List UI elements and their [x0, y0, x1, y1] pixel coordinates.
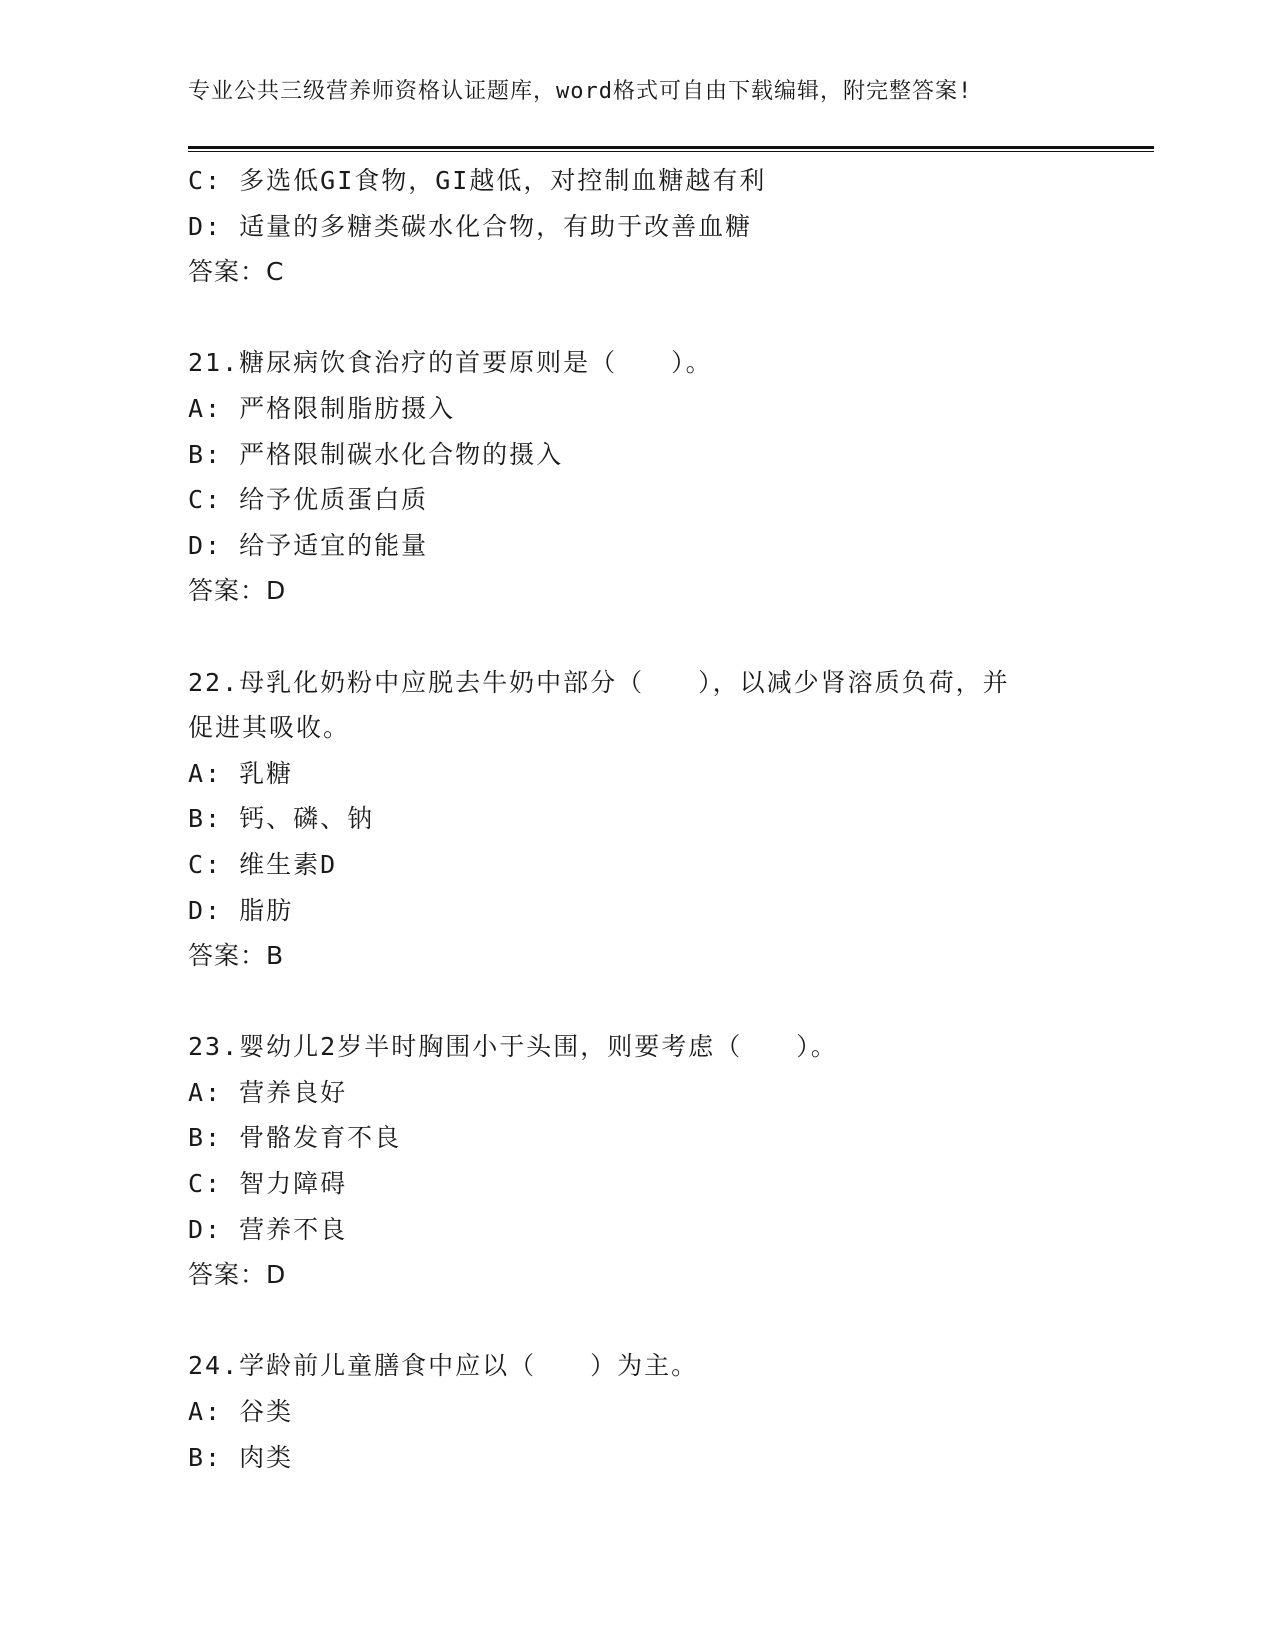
answer-line: 答案：D [188, 1260, 287, 1290]
option-line: C: 多选低GI食物，GI越低，对控制血糖越有利 [188, 166, 767, 195]
question-stem-continued: 促进其吸收。 [188, 713, 351, 743]
answer-line: 答案：C [188, 257, 285, 287]
answer-line: 答案：B [188, 941, 285, 971]
option-line: B: 钙、磷、钠 [188, 804, 375, 834]
page-header: 专业公共三级营养师资格认证题库，word格式可自由下载编辑，附完整答案! [188, 79, 973, 104]
question-content [188, 158, 1118, 1480]
question-stem: 22.母乳化奶粉中应脱去牛奶中部分（ ），以减少肾溶质负荷，并 [188, 667, 1010, 697]
question-stem: 23.婴幼儿2岁半时胸围小于头围，则要考虑（ ）。 [188, 1032, 838, 1062]
question-stem: 21.糖尿病饮食治疗的首要原则是（ ）。 [188, 348, 713, 378]
option-line: C: 智力障碍 [188, 1169, 348, 1199]
option-line: A: 谷类 [188, 1397, 294, 1427]
header-divider [188, 146, 1154, 152]
option-line: C: 维生素D [188, 849, 338, 879]
spacer [188, 1298, 1118, 1344]
option-line: D: 营养不良 [188, 1214, 348, 1244]
option-line: B: 肉类 [188, 1442, 294, 1472]
answer-line: 答案：D [188, 576, 287, 606]
option-line: B: 严格限制碳水化合物的摄入 [188, 439, 564, 469]
option-line: D: 给予适宜的能量 [188, 530, 429, 560]
option-line: C: 给予优质蛋白质 [188, 485, 429, 515]
header-divider-thin [188, 151, 1154, 152]
option-line: A: 营养良好 [188, 1077, 348, 1107]
header-divider-thick [188, 146, 1154, 149]
spacer [188, 295, 1118, 341]
option-line: D: 适量的多糖类碳水化合物，有助于改善血糖 [188, 211, 753, 241]
option-line: A: 乳糖 [188, 758, 294, 788]
option-line: B: 骨骼发育不良 [188, 1123, 402, 1153]
option-line: D: 脂肪 [188, 895, 294, 925]
option-line: A: 严格限制脂肪摄入 [188, 393, 456, 423]
question-stem: 24.学龄前儿童膳食中应以（ ）为主。 [188, 1351, 699, 1381]
spacer [188, 614, 1118, 660]
spacer [188, 979, 1118, 1025]
